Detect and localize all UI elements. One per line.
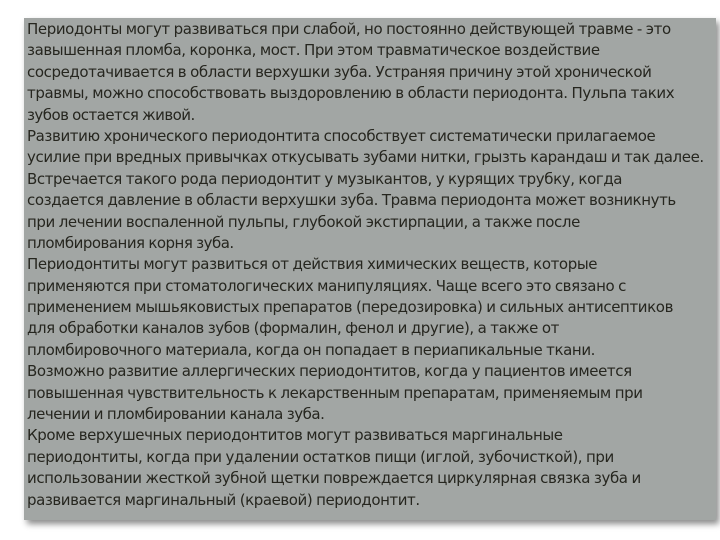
- paragraph-line: Периодонтиты могут развиться от действия химических веществ, которые: [27, 255, 598, 274]
- paragraph-line: Периодонты могут развиваться при слабой, но постоянно действующей травме - это: [27, 20, 671, 38]
- paragraph-line: усилие при вредных привычках откусывать зубами нитки, грызть карандаш и так далее.: [27, 148, 704, 167]
- paragraph-line: сосредотачивается в области верхушки зуба. Устраняя причину этой хронической: [27, 62, 652, 81]
- paragraph-line: применяются при стоматологических манипуляциях. Чаще всего это связано с: [27, 276, 626, 295]
- paragraph-line: повышенная чувствительность к лекарственным препаратам, применяемым при: [27, 383, 643, 402]
- paragraph-line: при лечении воспаленной пульпы, глубокой экстирпации, а также после: [27, 212, 580, 231]
- paragraph-line: создается давление в области верхушки зуба. Травма периодонта может возникнуть: [27, 191, 676, 210]
- paragraph-line: травмы, можно способствовать выздоровлению в области периодонта. Пульпа таких: [27, 84, 675, 103]
- paragraph-line: Развитию хронического периодонтита способствует систематически прилагаемое: [27, 126, 656, 145]
- paragraph-line: развивается маргинальный (краевой) периодонтит.: [27, 490, 420, 509]
- paragraph-line: пломбировочного материала, когда он попадает в периапикальные ткани.: [27, 340, 596, 359]
- paragraph: [27, 425, 717, 511]
- paragraph-line: лечении и пломбировании канала зуба.: [27, 405, 325, 424]
- paragraph: [27, 361, 717, 425]
- paragraph: [27, 254, 717, 361]
- paragraph-line: периодонтиты, когда при удалении остатков пищи (иглой, зубочисткой), при: [27, 447, 614, 466]
- paragraph-line: пломбирования корня зуба.: [27, 233, 234, 252]
- paragraph-line: завышенная пломба, коронка, мост. При этом травматическое воздействие: [27, 41, 600, 60]
- text-body: [27, 19, 717, 511]
- paragraph-line: Кроме верхушечных периодонтитов могут развиваться маргинальные: [27, 426, 563, 445]
- text-panel: [24, 18, 716, 520]
- paragraph-line: использовании жесткой зубной щетки повреждается циркулярная связка зуба и: [27, 469, 641, 488]
- paragraph-line: для обработки каналов зубов (формалин, фенол и другие), а также от: [27, 319, 559, 338]
- paragraph-line: зубов остается живой.: [27, 105, 195, 124]
- paragraph-line: Возможно развитие аллергических периодонтитов, когда у пациентов имеется: [27, 362, 632, 381]
- paragraph-line: Встречается такого рода периодонтит у музыкантов, у курящих трубку, когда: [27, 169, 623, 188]
- paragraph: [27, 126, 717, 254]
- paragraph-line: применением мышьяковистых препаратов (передозировка) и сильных антисептиков: [27, 298, 674, 317]
- paragraph: [27, 19, 717, 126]
